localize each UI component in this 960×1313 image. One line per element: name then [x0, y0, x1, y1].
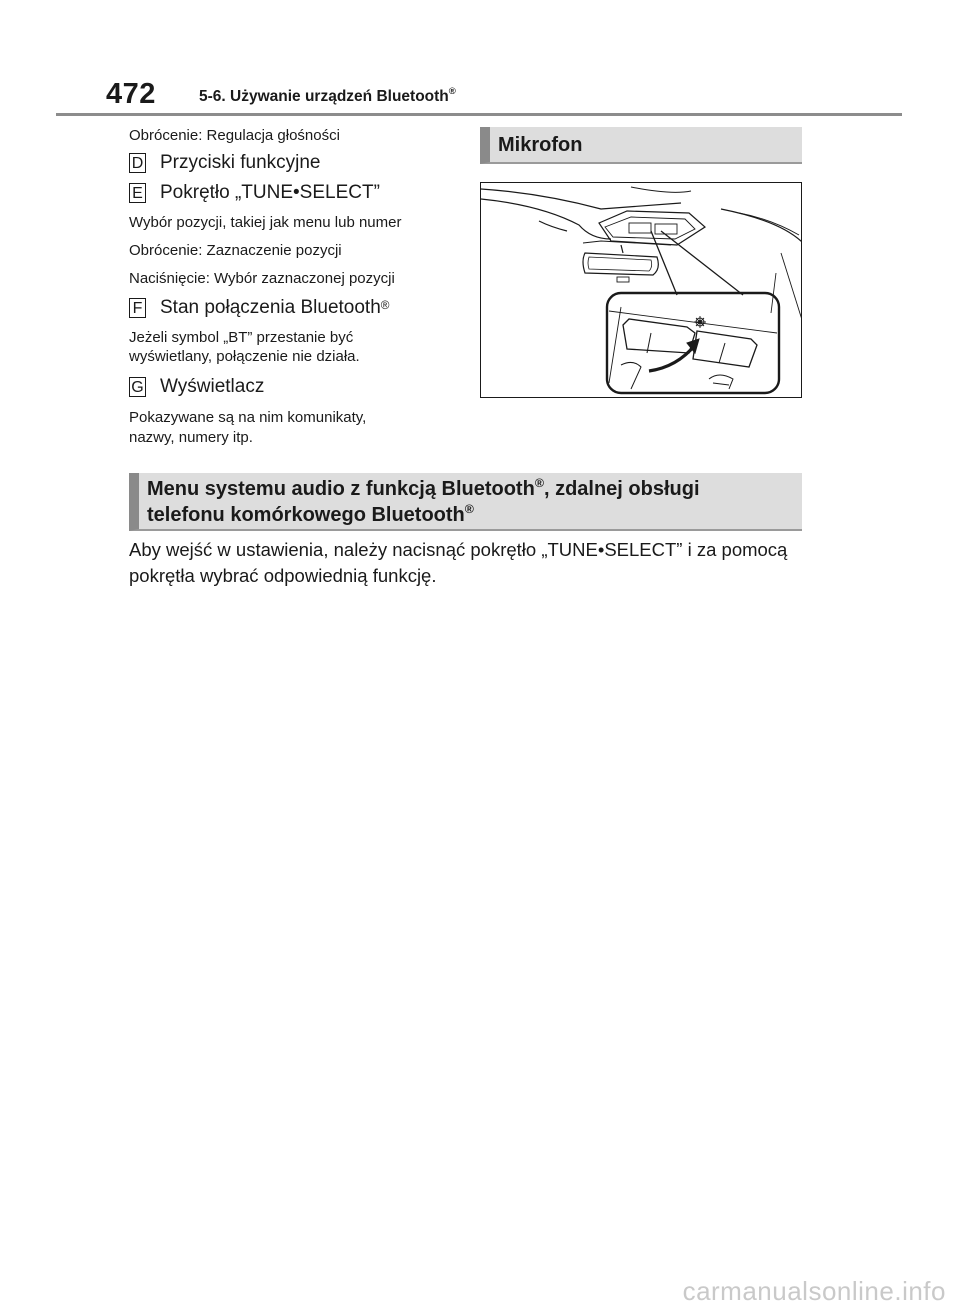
item-letter-d: D [129, 153, 146, 173]
bt-status-text: Stan połączenia Bluetooth [160, 297, 381, 318]
site-watermark: carmanualsonline.info [682, 1276, 946, 1306]
menu-title-line1-text: Menu systemu audio z funkcją Bluetooth [147, 478, 535, 500]
page-number: 472 [106, 78, 156, 110]
menu-section-body: Aby wejść w ustawienia, należy nacisnąć pokrętło „TUNE•SELECT” i za pomocą pokrętła wybrać odpowiednią funkcję. [129, 539, 788, 586]
registered-mark: ® [380, 299, 390, 312]
e-desc-3: Naciśnięcie: Wybór zaznaczonej pozycji [129, 270, 395, 287]
registered-mark: ® [464, 502, 474, 516]
g-desc-2: nazwy, numery itp. [129, 429, 253, 446]
mic-section-heading [480, 127, 802, 164]
item-letter-e: E [129, 183, 146, 203]
f-desc-1: Jeżeli symbol „BT” przestanie być [129, 329, 354, 346]
registered-mark: ® [448, 86, 456, 97]
menu-title-line2-text: telefonu komórkowego Bluetooth [147, 504, 465, 526]
g-desc-1: Pokazywane są na nim komunikaty, [129, 409, 367, 426]
header-rule [56, 113, 902, 116]
menu-section-title-line2 [147, 504, 474, 527]
f-desc-2: wyświetlany, połączenie nie działa. [129, 348, 360, 365]
registered-mark: ® [534, 476, 544, 490]
menu-section-title-line1 [147, 478, 700, 501]
chapter-title-text: 5-6. Używanie urządzeń Bluetooth [199, 88, 449, 105]
microphone-diagram [481, 183, 802, 398]
item-label-function-buttons: Przyciski funkcyjne [160, 152, 321, 173]
rotate-volume-text: Obrócenie: Regulacja głośności [129, 127, 340, 144]
item-label-bt-status [160, 296, 389, 320]
mic-section-title: Mikrofon [498, 134, 583, 156]
item-label-tune-select: Pokrętło „TUNE•SELECT” [160, 182, 380, 203]
chapter-title [199, 88, 456, 106]
microphone-location-illustration [480, 182, 802, 398]
item-letter-f: F [129, 298, 146, 318]
item-letter-g: G [129, 377, 146, 397]
menu-section-heading [129, 473, 802, 531]
item-label-display: Wyświetlacz [160, 376, 265, 397]
e-desc-2: Obrócenie: Zaznaczenie pozycji [129, 242, 342, 259]
menu-title-line1-tail: , zdalnej obsługi [543, 478, 700, 500]
e-desc-1: Wybór pozycji, takiej jak menu lub numer [129, 214, 402, 231]
